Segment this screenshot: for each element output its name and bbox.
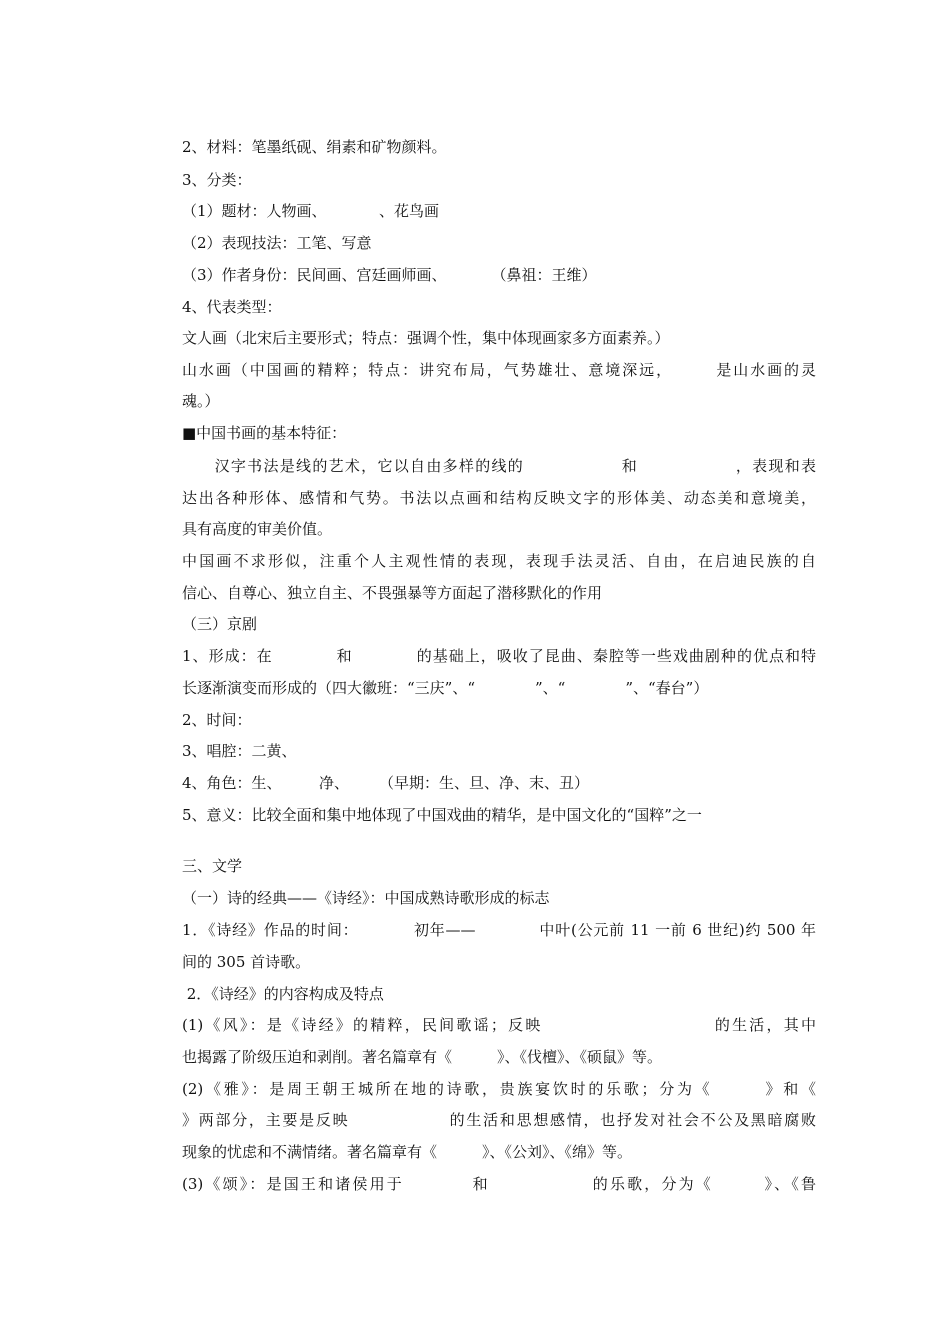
text-line-technique: （2）表现技法：工笔、写意 [182,234,372,252]
text-line-ya-1: (2)《雅》：是周王朝王城所在地的诗歌，贵族宴饮时的乐歌；分为《 》和《 [182,1080,816,1098]
text-line-literati-painting: 文人画（北宋后主要形式；特点：强调个性，集中体现画家多方面素养。） [182,329,670,347]
section-heading-literature: 三、文学 [182,857,243,875]
subheading-book-of-songs: （一）诗的经典——《诗经》：中国成熟诗歌形成的标志 [182,889,550,907]
text-line-formation-2: 长逐渐演变而形成的（四大徽班：“三庆”、“ ”、“ ”、“春台”） [182,679,709,697]
text-line-painting-2: 信心、自尊心、独立自主、不畏强暴等方面起了潜移默化的作用 [182,584,603,602]
text-line-calligraphy-2: 达出各种形体、感情和气势。书法以点画和结构反映文字的形体美、动态美和意境美， [182,489,816,507]
text-line-time: 2、时间： [182,711,252,729]
text-line-song-1: (3)《颂》：是国王和诸侯用于 和 的乐歌，分为《 》、《鲁 [182,1175,816,1193]
text-line-ya-2: 》两部分，主要是反映 的生活和思想感情，也抒发对社会不公及黑暗腐败 [182,1111,816,1129]
section-heading-peking-opera: （三）京剧 [182,615,258,633]
text-line-calligraphy-1: 汉字书法是线的艺术，它以自由多样的线的 和 ，表现和表 [182,457,816,475]
text-line-significance: 5、意义：比较全面和集中地体现了中国戏曲的精华，是中国文化的“国粹”之一 [182,806,702,824]
text-line-singing: 3、唱腔：二黄、 [182,742,297,760]
text-line-ya-3: 现象的忧虑和不满情绪。著名篇章有《 》、《公刘》、《绵》等。 [182,1143,633,1161]
text-line-songs-content: 2．《诗经》的内容构成及特点 [182,985,384,1003]
text-line-representative-types: 4、代表类型： [182,298,282,316]
text-line-landscape-cont: 魂。） [182,392,220,410]
text-line-feng-2: 也揭露了阶级压迫和剥削。著名篇章有《 》、《伐檀》、《硕鼠》等。 [182,1048,663,1066]
text-line-subject: （1）题材：人物画、 、花鸟画 [182,202,440,220]
text-line-roles: 4、角色：生、 净、 （早期：生、旦、净、末、丑） [182,774,590,792]
text-line-landscape-painting: 山水画（中国画的精粹；特点：讲究布局，气势雄壮、意境深远， 是山水画的灵 [182,361,816,379]
text-line-classification: 3、分类： [182,171,252,189]
section-heading-calligraphy: ■中国书画的基本特征： [182,424,347,442]
text-line-feng-1: (1)《风》：是《诗经》的精粹，民间歌谣；反映 的生活，其中 [182,1016,816,1034]
text-line-calligraphy-3: 具有高度的审美价值。 [182,520,333,538]
text-line-songs-time-2: 间的 305 首诗歌。 [182,953,311,971]
text-line-songs-time-1: 1．《诗经》作品的时间： 初年—— 中叶(公元前 11 一前 6 世纪)约 500 年 [182,921,816,939]
text-line-materials: 2、材料：笔墨纸砚、绢素和矿物颜料。 [182,138,447,156]
text-line-painting-1: 中国画不求形似，注重个人主观性情的表现，表现手法灵活、自由，在启迪民族的自 [182,552,816,570]
text-line-author-identity: （3）作者身份：民间画、宫廷画师画、 （鼻祖：王维） [182,266,597,284]
text-line-formation-1: 1、形成：在 和 的基础上，吸收了昆曲、秦腔等一些戏曲剧种的优点和特 [182,647,816,665]
